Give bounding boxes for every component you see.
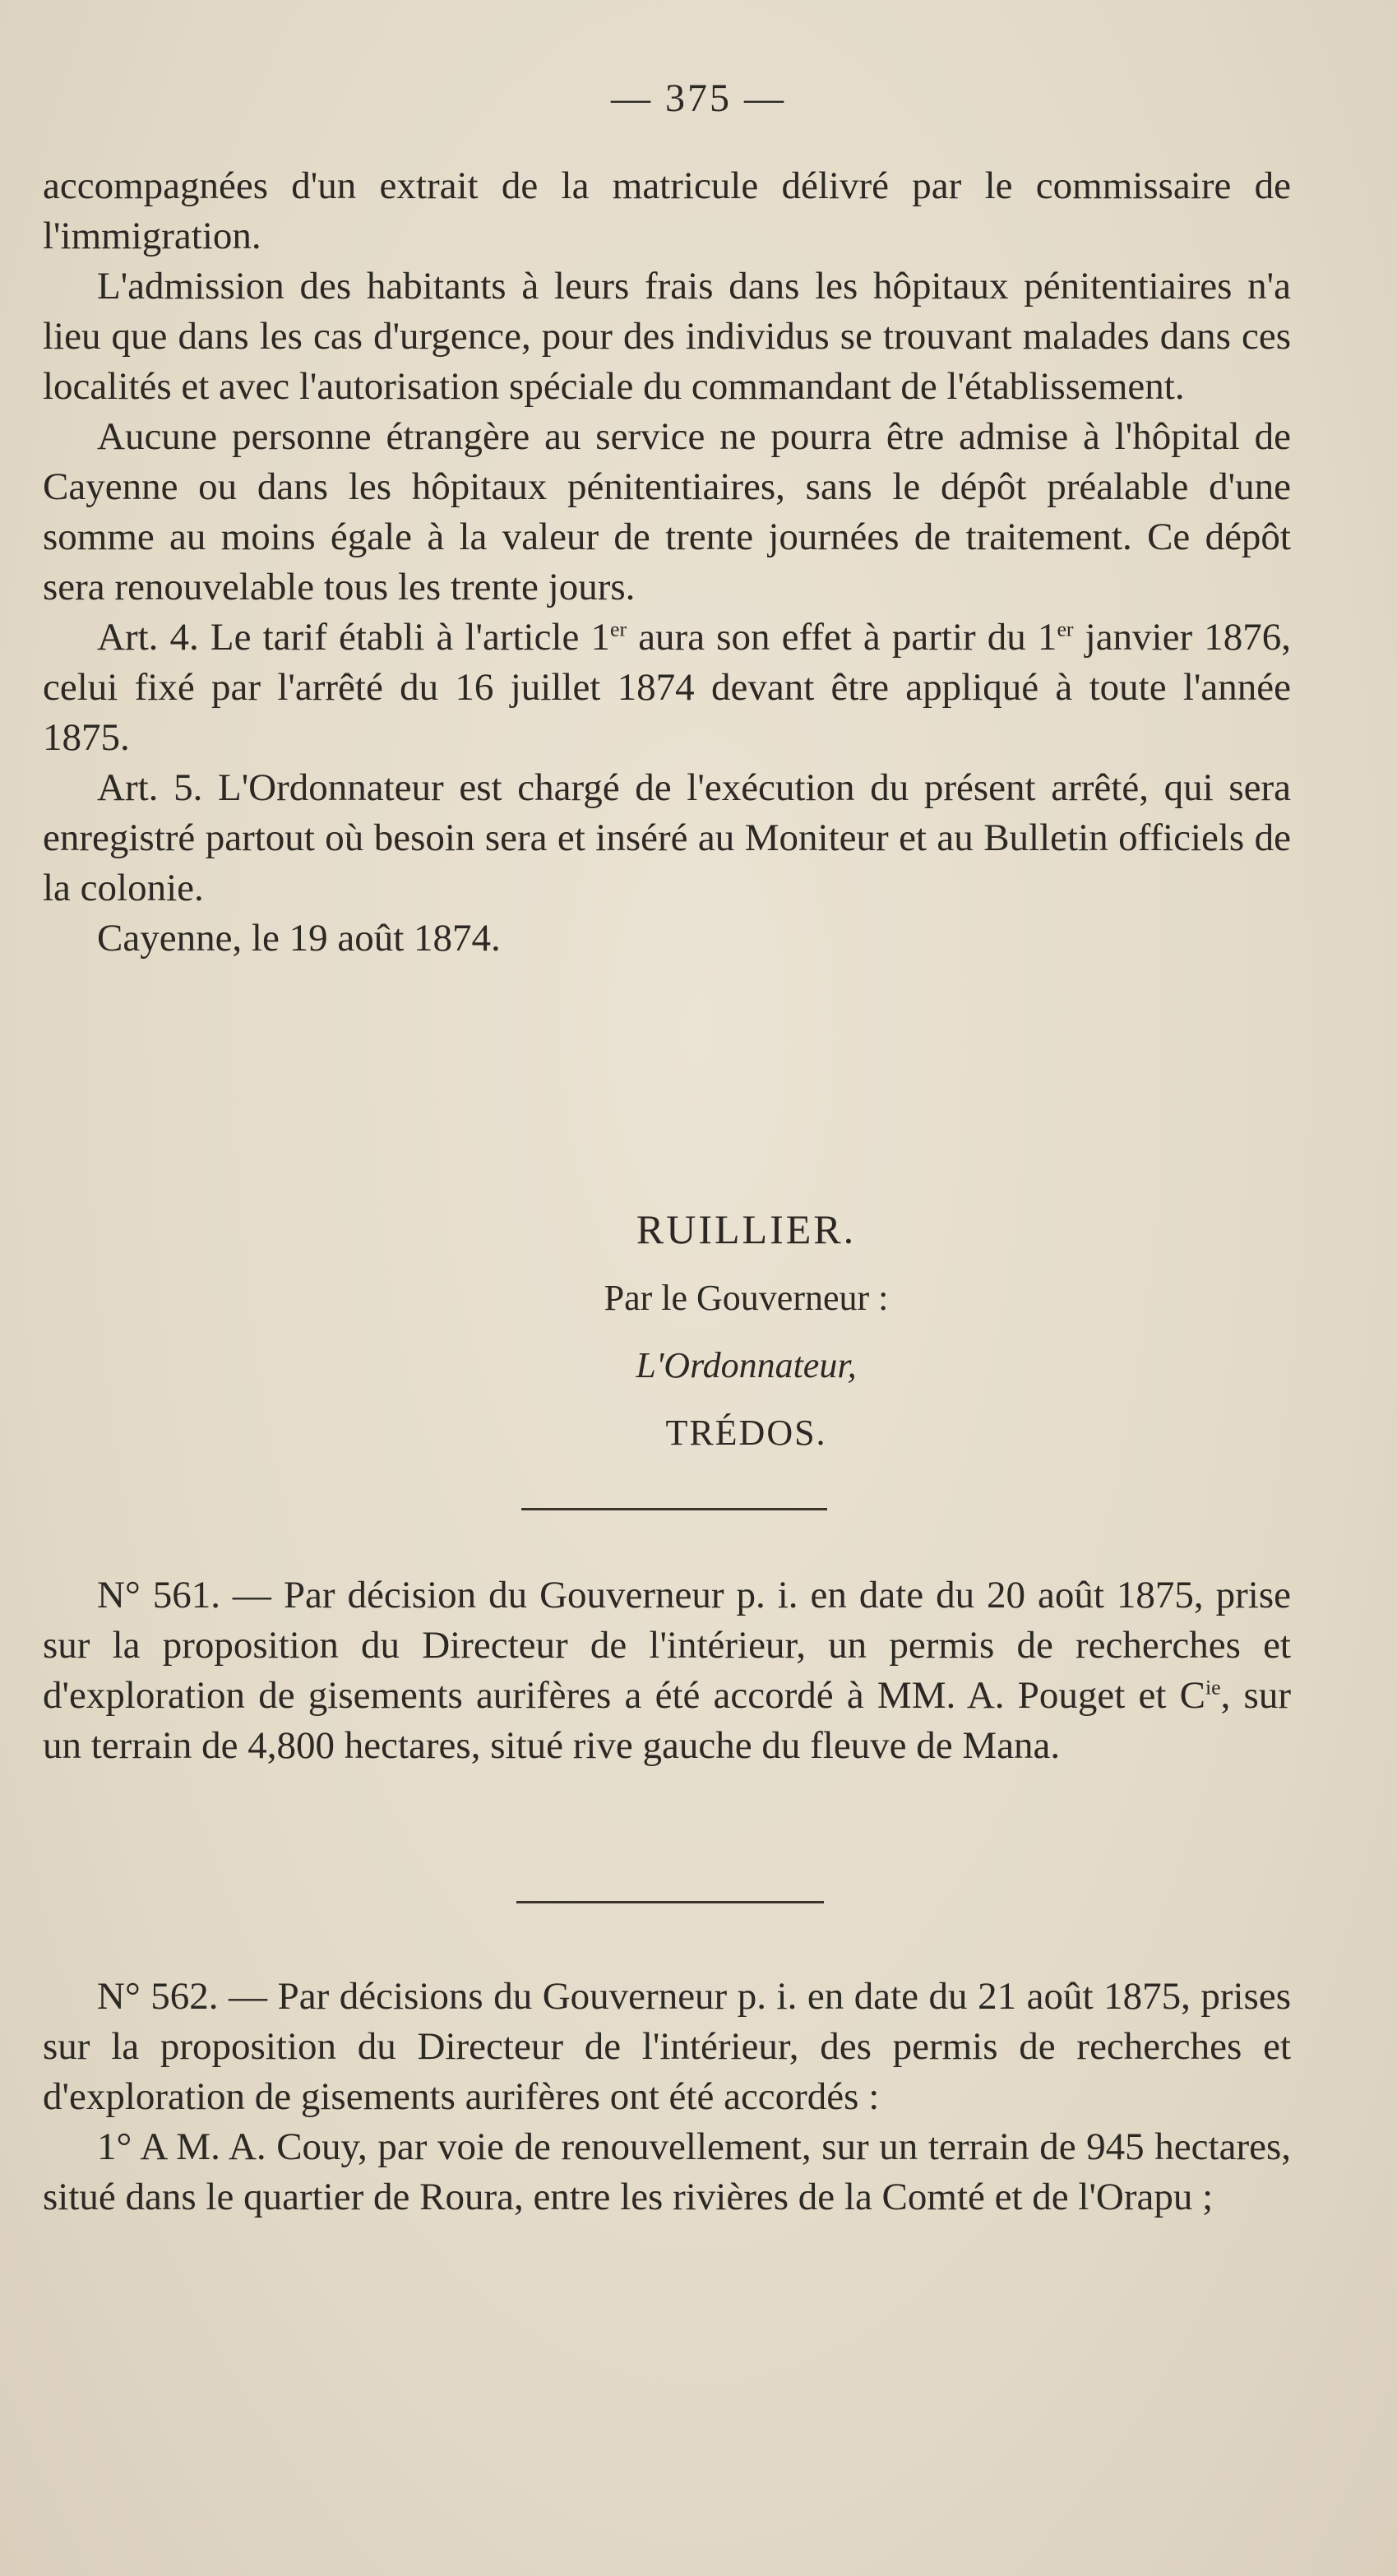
decision-561-text [43,1570,1291,1771]
article-4-sup-2: er [1057,617,1074,641]
article-4-sup-1: er [610,617,627,641]
decision-561-block [43,1570,1291,1771]
paragraph-continuation: accompagnées d'un extrait de la matricule délivré par le commissaire de l'immigration. [43,164,1291,257]
signature-ordonnateur: TRÉDOS. [665,1413,827,1453]
signature-role: L'Ordonnateur, [636,1345,857,1385]
decision-562-intro: N° 562. — Par décisions du Gouverneur p. i. en date du 21 août 1875, prises sur la proposition du Directeur de l'intérieur, des permis de recherches et d'exploration de gisements aurifères ont été accordés : [43,1975,1291,2118]
paragraph-article-4 [43,613,1291,763]
article-4-text-b: aura son effet à partir du 1 [627,616,1057,659]
decision-562-item-1: 1° A M. A. Couy, par voie de renouvellement, sur un terrain de 945 hectares, situé dans le quartier de Roura, entre les rivières de la Comté et de l'Orapu ; [43,2125,1291,2218]
separator-rule [521,1508,827,1510]
decision-562-block [43,1972,1291,2222]
signature-par-le-gouverneur: Par le Gouverneur : [604,1278,889,1318]
decision-561-sup: ie [1205,1675,1221,1700]
page-number: — 375 — [611,76,786,120]
separator-rule [516,1901,824,1903]
paragraph-deposit: Aucune personne étrangère au service ne pourra être admise à l'hôpital de Cayenne ou dans les hôpitaux pénitentiaires, sans le dépôt préalable d'une somme au moins égale à la valeur de trente journées de traitement. Ce dépôt sera renouvelable tous les trente jours. [43,415,1291,608]
article-4-text-a: Art. 4. Le tarif établi à l'article 1 [97,616,610,659]
decision-561-text-b: , sur un terrain de 4,800 hectares, situé rive gauche du fleuve de Mana. [43,1674,1291,1767]
arrete-text-block [43,161,1291,964]
article-4-text-c: janvier 1876, celui fixé par l'arrêté du 16 juillet 1874 devant être appliqué à toute l'année 1875. [43,616,1291,759]
paragraph-date-place: Cayenne, le 19 août 1874. [97,917,501,960]
paragraph-admission: L'admission des habitants à leurs frais dans les hôpitaux pénitentiaires n'a lieu que dans les cas d'urgence, pour des individus se trouvant malades dans ces localités et avec l'autorisation spéciale du commandant de l'établissement. [43,265,1291,408]
paragraph-article-5: Art. 5. L'Ordonnateur est chargé de l'exécution du présent arrêté, qui sera enregistré partout où besoin sera et inséré au Moniteur et au Bulletin officiels de la colonie. [43,766,1291,909]
signature-governor: RUILLIER. [636,1206,857,1252]
decision-561-text-a: N° 561. — Par décision du Gouverneur p. i. en date du 20 août 1875, prise sur la proposition du Directeur de l'intérieur, un permis de recherches et d'exploration de gisements aurifères a été accordé à MM. A. Pouget et C [43,1574,1291,1717]
